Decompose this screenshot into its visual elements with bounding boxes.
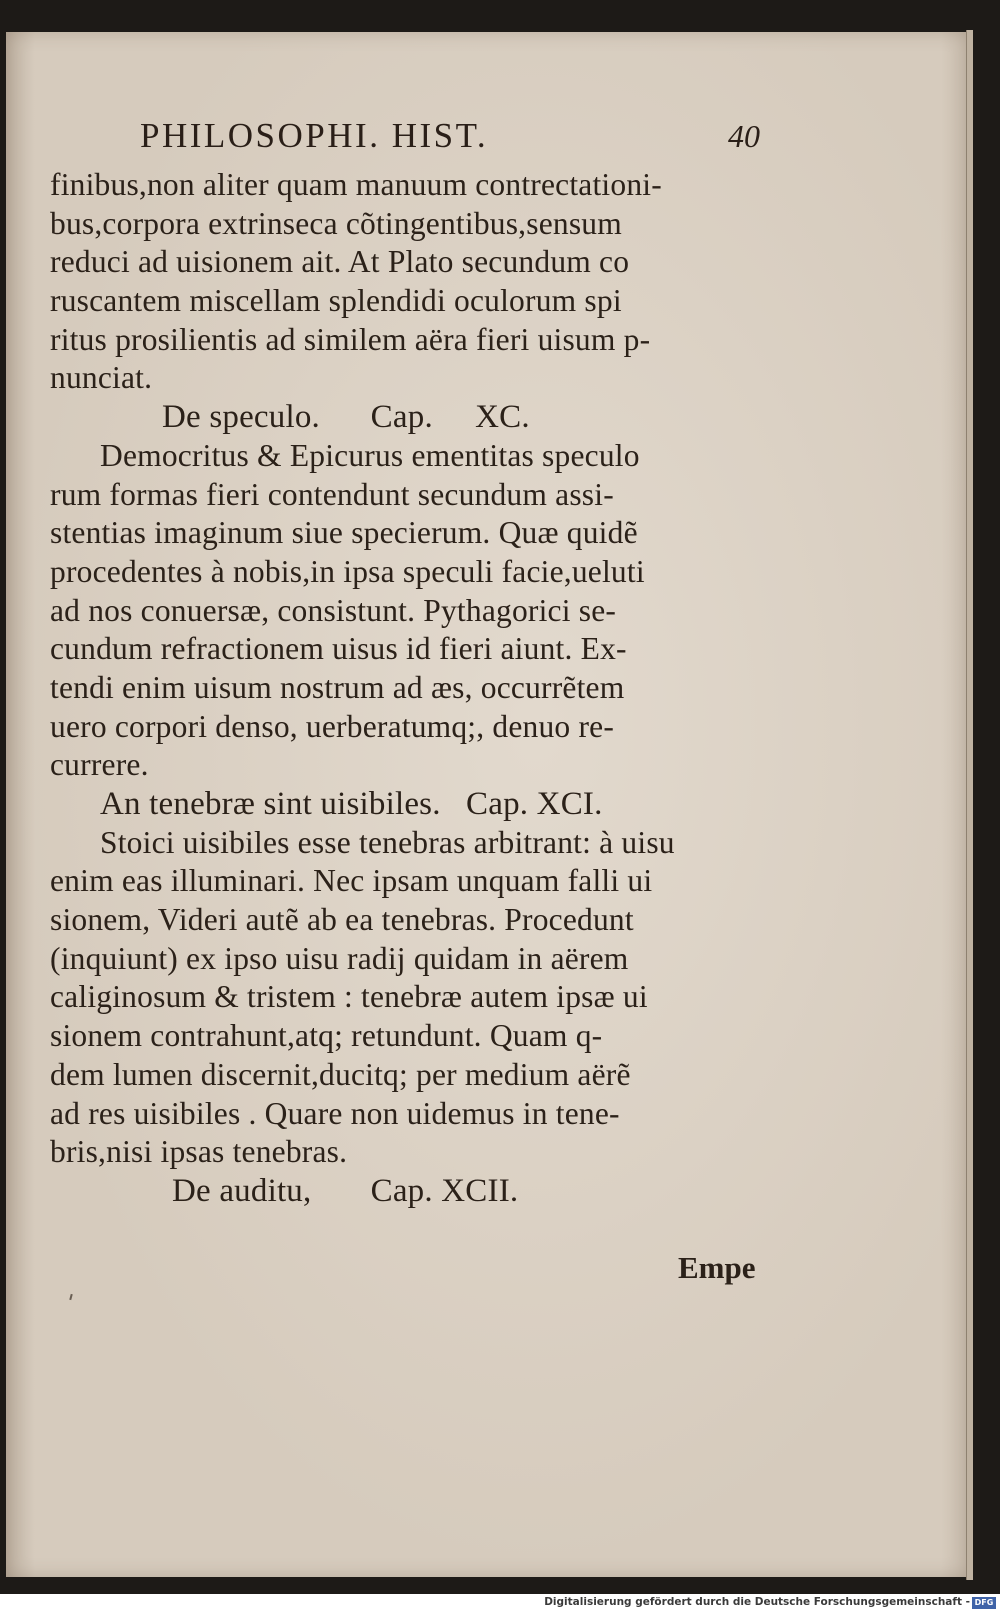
text-line: reduci ad uisionem ait. At Plato secundum co <box>50 244 630 280</box>
dfg-logo: DFG <box>972 1597 996 1609</box>
catchword: Empe <box>678 1250 756 1285</box>
chapter-heading: De auditu, Cap. XCII. <box>172 1172 519 1209</box>
text-line: tendi enim uisum nostrum ad æs, occurrẽtem <box>50 669 625 705</box>
text-line: procedentes à nobis,in ipsa speculi facie,ueluti <box>50 553 645 589</box>
text-line: (inquiunt) ex ipso uisu radij quidam in aërem <box>50 940 629 976</box>
text-line: nunciat. <box>50 360 153 396</box>
text-line: Democritus & Epicurus ementitas speculo <box>100 437 640 473</box>
text-line: sionem contrahunt,atq; retundunt. Quam q- <box>50 1018 603 1054</box>
text-line: ad nos conuersæ, consistunt. Pythagorici se- <box>50 592 617 628</box>
text-line: currere. <box>50 747 149 783</box>
text-line: sionem, Videri autẽ ab ea tenebras. Procedunt <box>50 902 634 938</box>
page-edge <box>966 30 973 1580</box>
text-line: caliginosum & tristem : tenebræ autem ipsæ ui <box>50 979 648 1015</box>
text-line: dem lumen discernit,ducitq; per medium aërẽ <box>50 1056 631 1092</box>
running-head <box>140 116 760 166</box>
text-line: Stoici uisibiles esse tenebras arbitrant: à uisu <box>100 824 675 860</box>
running-title: PHILOSOPHI. HIST. <box>140 116 489 155</box>
chapter-heading: An tenebræ sint uisibiles. Cap. XCI. <box>100 786 603 822</box>
page-number: 40 <box>728 118 760 154</box>
chapter-heading: De speculo. Cap. XC. <box>162 399 530 436</box>
text-line: rum formas fieri contendunt secundum assi- <box>50 476 614 512</box>
text-line: bus,corpora extrinseca cõtingentibus,sensum <box>50 205 622 241</box>
text-block <box>50 166 770 1211</box>
text-line: ritus prosilientis ad similem aëra fieri uisum p- <box>50 321 651 357</box>
digitization-credit: Digitalisierung gefördert durch die Deutsche Forschungsgemeinschaft - <box>544 1596 970 1608</box>
text-line: finibus,non aliter quam manuum contrectationi- <box>50 167 662 202</box>
text-line: ad res uisibiles . Quare non uidemus in tene- <box>50 1095 620 1131</box>
text-line: enim eas illuminari. Nec ipsam unquam falli ui <box>50 863 653 899</box>
text-line: bris,nisi ipsas tenebras. <box>50 1134 348 1170</box>
text-line: ruscantem miscellam splendidi oculorum spi <box>50 283 622 319</box>
text-line: uero corpori denso, uerberatumq;, denuo re- <box>50 708 615 744</box>
text-line: cundum refractionem uisus id fieri aiunt. Ex- <box>50 631 627 667</box>
text-line: stentias imaginum siue specierum. Quæ quidẽ <box>50 515 638 551</box>
